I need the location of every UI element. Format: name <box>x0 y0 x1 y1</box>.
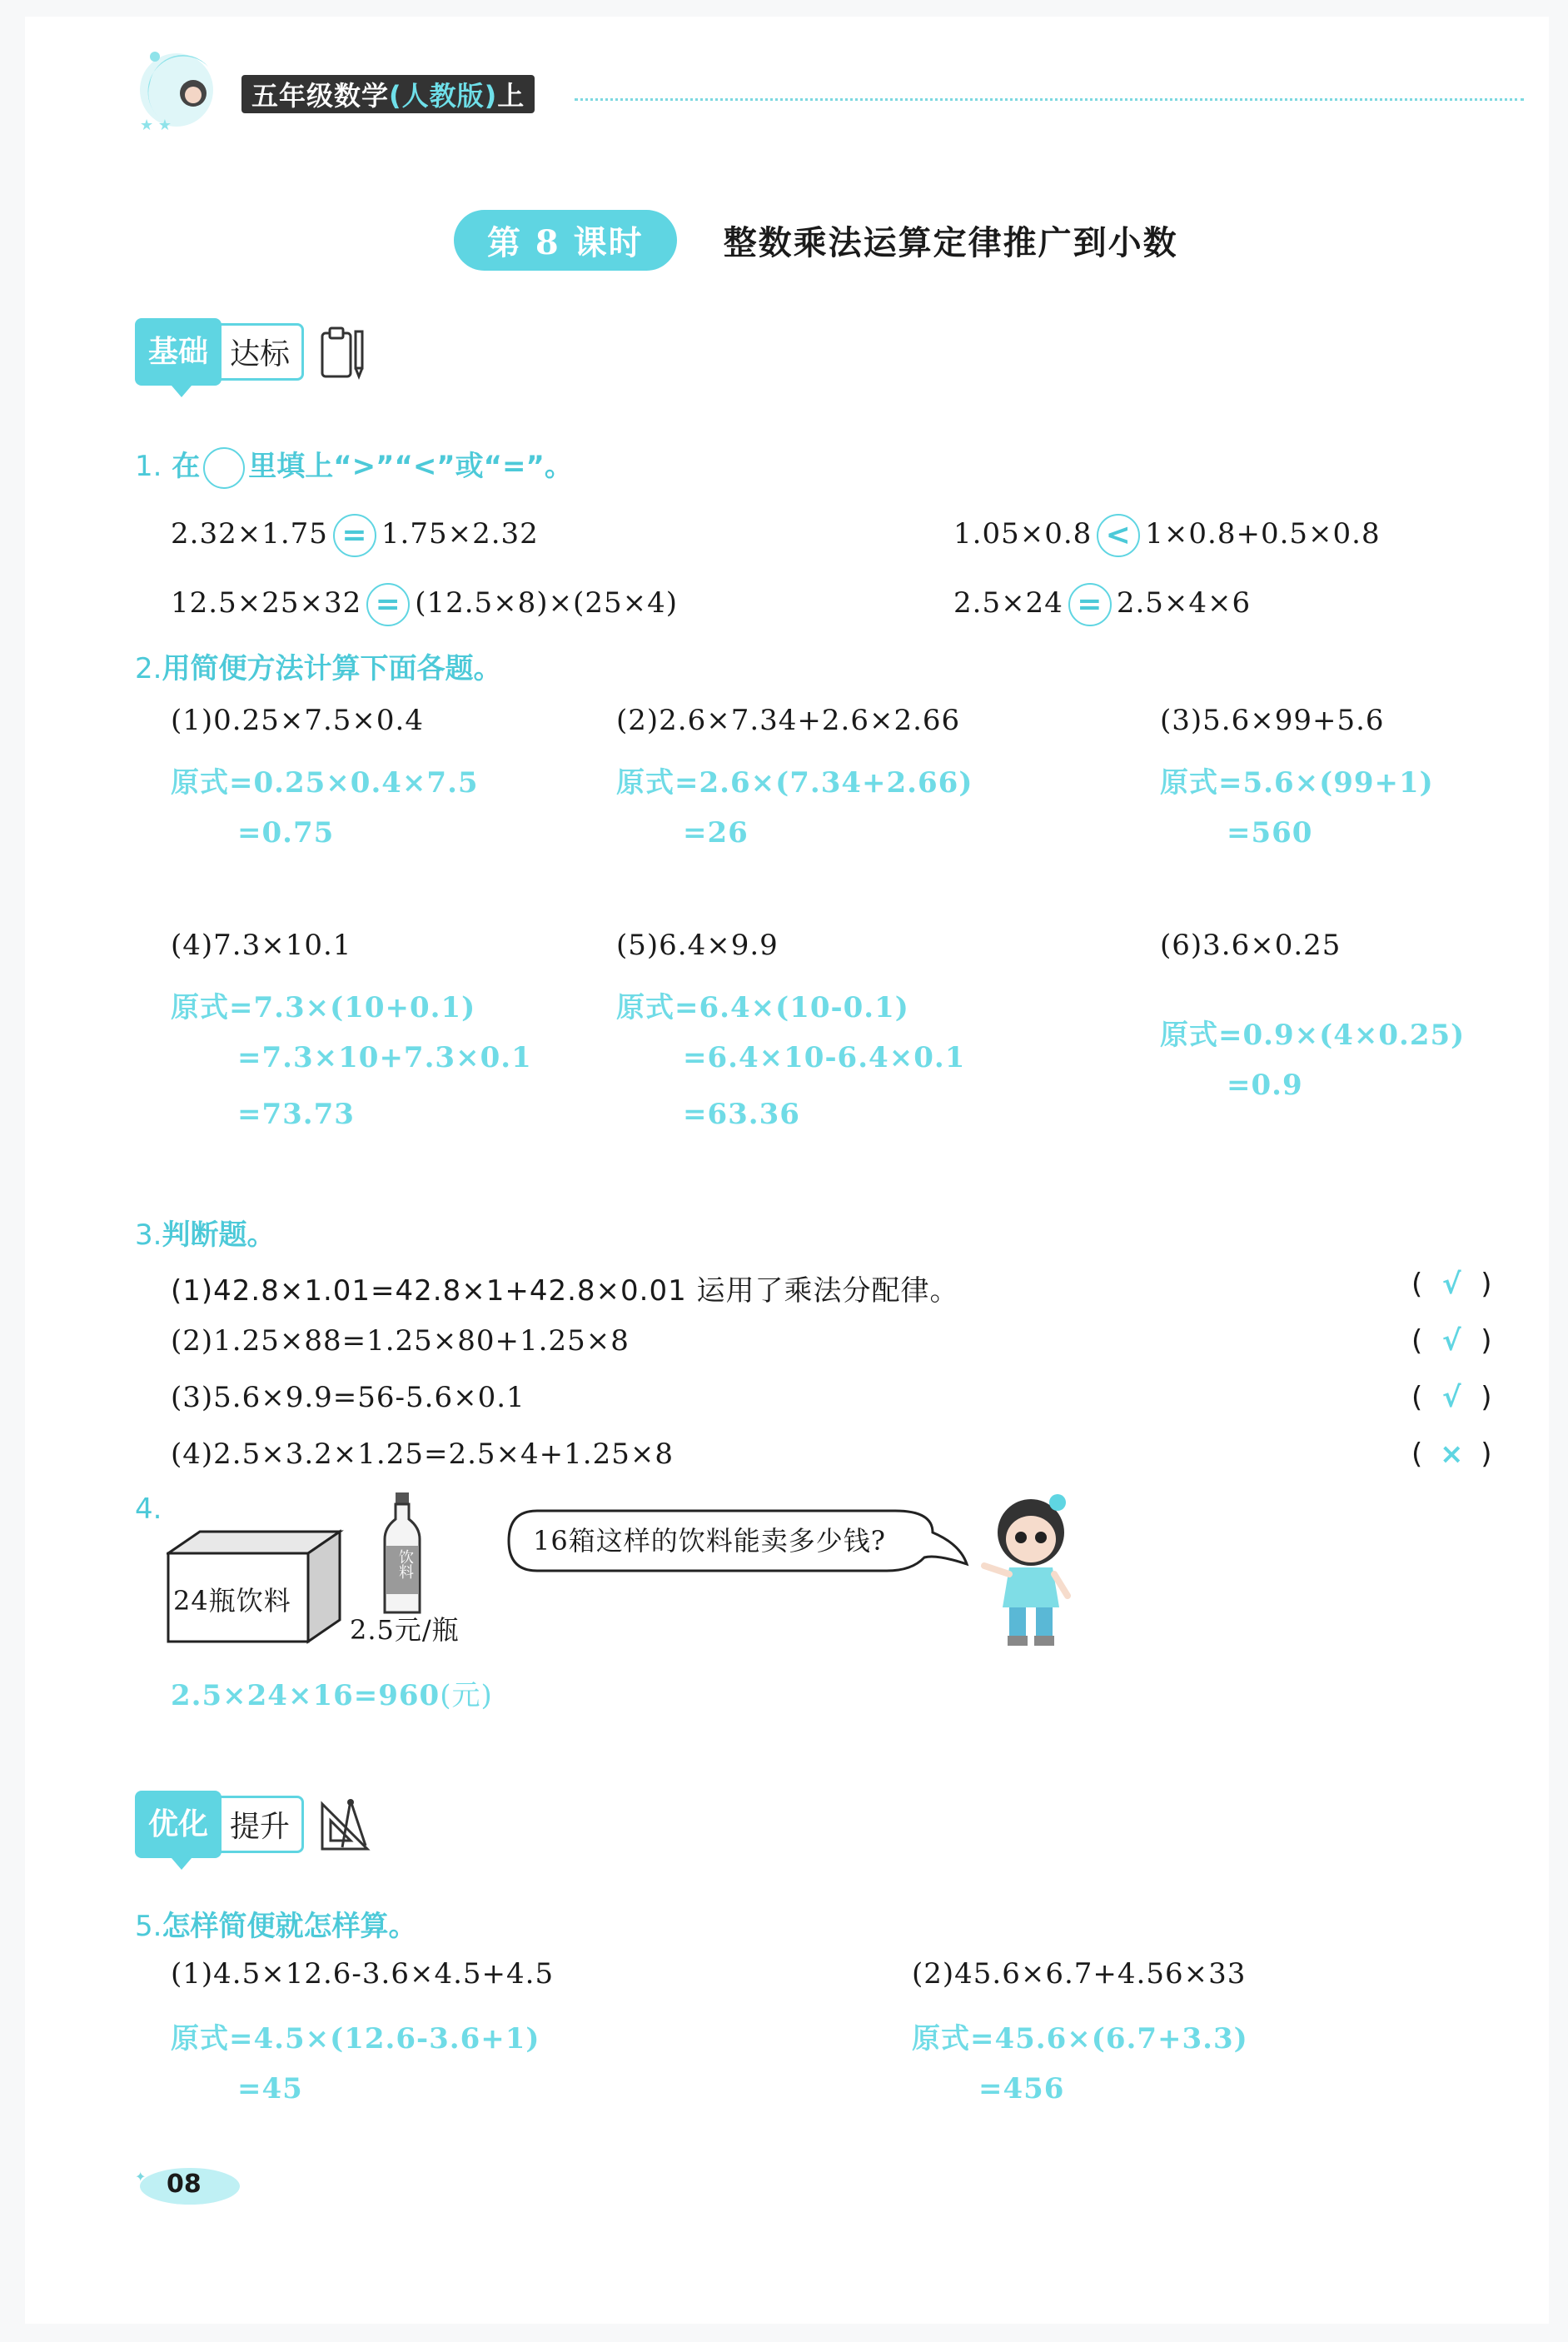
paren-open: ( <box>1411 1438 1423 1471</box>
section-badge-main: 优化 <box>135 1791 222 1858</box>
solution-step: 原式=5.6×(99+1) <box>1160 766 1434 800</box>
lesson-name: 整数乘法运算定律推广到小数 <box>723 224 1178 262</box>
lesson-tag: 第 8 课时 <box>454 210 677 271</box>
check-mark: √ <box>1441 1381 1461 1414</box>
compare-left: 1.05×0.8 <box>953 517 1093 551</box>
svg-text:★ ★: ★ ★ <box>140 117 172 134</box>
solution-step: =0.75 <box>237 816 335 850</box>
solution-step: 原式=45.6×(6.7+3.3) <box>912 2022 1248 2055</box>
compare-item <box>171 514 539 557</box>
speech-text: 16箱这样的饮料能卖多少钱? <box>533 1525 886 1557</box>
question-text-after: 里填上“>”“<”或“=”。 <box>248 450 573 483</box>
solution-step: =45 <box>237 2072 303 2105</box>
moon-girl-logo-icon <box>125 33 241 142</box>
empty-circle-icon <box>203 447 245 489</box>
solution-step: =6.4×10-6.4×0.1 <box>683 1041 966 1074</box>
judgement-answer <box>1411 1438 1492 1471</box>
solution-step: 原式=0.9×(4×0.25) <box>1160 1019 1466 1052</box>
question-text: 怎样简便就怎样算。 <box>162 1910 417 1943</box>
question-2-heading <box>135 645 501 686</box>
judgement-answer <box>1411 1268 1492 1301</box>
problem: (5)6.4×9.9 <box>616 929 779 962</box>
paren-close: ) <box>1481 1324 1492 1358</box>
solution-step: 原式=4.5×(12.6-3.6+1) <box>171 2022 540 2055</box>
bottle-label: 饮料 <box>396 1549 414 1579</box>
paren-close: ) <box>1481 1268 1492 1301</box>
girl-character-icon <box>974 1491 1091 1649</box>
paren-open: ( <box>1411 1268 1423 1301</box>
section-badge-advanced <box>135 1791 374 1858</box>
paren-open: ( <box>1411 1381 1423 1414</box>
problem: (4)7.3×10.1 <box>171 929 352 962</box>
question-4-heading <box>135 1492 162 1526</box>
judgement-item: (1)42.8×1.01=42.8×1+42.8×0.01 运用了乘法分配律。 <box>171 1274 959 1308</box>
solution-step: 原式=7.3×(10+0.1) <box>171 991 476 1024</box>
solution-step: =0.9 <box>1227 1069 1303 1102</box>
judgement-answer <box>1411 1381 1492 1414</box>
header-dotted-rule <box>575 98 1524 101</box>
compare-answer: = <box>366 583 410 626</box>
answer-unit: (元) <box>440 1679 493 1712</box>
section-badge-main: 基础 <box>135 318 222 386</box>
question-number: 4. <box>135 1492 162 1526</box>
paren-close: ) <box>1481 1381 1492 1414</box>
problem: (2)45.6×6.7+4.56×33 <box>912 1957 1247 1991</box>
page-number: 08 <box>167 2170 202 2199</box>
paren-open: ( <box>1411 1324 1423 1358</box>
problem: (1)4.5×12.6-3.6×4.5+4.5 <box>171 1957 555 1991</box>
solution-step: =560 <box>1227 816 1313 850</box>
question-1-heading <box>135 443 573 489</box>
section-badge-sub: 提升 <box>218 1796 304 1853</box>
check-mark: √ <box>1441 1268 1461 1301</box>
compare-right: 2.5×4×6 <box>1116 586 1252 620</box>
check-mark: √ <box>1441 1324 1461 1358</box>
solution-step <box>171 1672 493 1713</box>
question-text: 用简便方法计算下面各题。 <box>162 652 502 685</box>
problem: (3)5.6×99+5.6 <box>1160 704 1385 737</box>
section-badge-basic <box>135 318 366 386</box>
compare-left: 12.5×25×32 <box>171 586 362 620</box>
ruler-compass-icon <box>319 1796 374 1854</box>
lesson-title <box>454 210 1178 271</box>
compare-right: 1.75×2.32 <box>381 517 539 551</box>
compare-right: (12.5×8)×(25×4) <box>415 586 678 620</box>
solution-step: =26 <box>683 816 749 850</box>
compare-right: 1×0.8+0.5×0.8 <box>1145 517 1381 551</box>
solution-step: 原式=6.4×(10-0.1) <box>616 991 909 1024</box>
book-title-suffix: 上 <box>497 80 525 112</box>
judgement-item: (3)5.6×9.9=56-5.6×0.1 <box>171 1381 525 1414</box>
book-title <box>241 75 535 113</box>
question-5-heading <box>135 1903 416 1944</box>
compare-item <box>953 583 1251 626</box>
paren-close: ) <box>1481 1438 1492 1471</box>
solution-step: =7.3×10+7.3×0.1 <box>237 1041 532 1074</box>
question-3-heading <box>135 1212 275 1253</box>
solution-step: =456 <box>978 2072 1065 2105</box>
price-label: 2.5元/瓶 <box>350 1614 460 1646</box>
box-label: 24瓶饮料 <box>173 1585 291 1617</box>
solution-step: =73.73 <box>237 1098 355 1131</box>
book-title-edition: (人教版) <box>389 80 498 112</box>
problem: (2)2.6×7.34+2.6×2.66 <box>616 704 961 737</box>
answer-expression: 2.5×24×16=960 <box>171 1679 441 1712</box>
solution-step: 原式=0.25×0.4×7.5 <box>171 766 479 800</box>
svg-text:✦: ✦ <box>135 2169 147 2185</box>
section-badge-sub: 达标 <box>218 323 304 381</box>
problem: (1)0.25×7.5×0.4 <box>171 704 424 737</box>
compare-answer: < <box>1097 514 1140 557</box>
compare-item <box>953 514 1381 557</box>
compare-left: 2.32×1.75 <box>171 517 328 551</box>
compare-item <box>171 583 678 626</box>
clipboard-pencil-icon <box>319 323 366 381</box>
compare-answer: = <box>1068 583 1112 626</box>
question-number: 1. <box>135 450 162 483</box>
judgement-item: (2)1.25×88=1.25×80+1.25×8 <box>171 1324 630 1358</box>
question-number: 5. <box>135 1910 162 1943</box>
judgement-item: (4)2.5×3.2×1.25=2.5×4+1.25×8 <box>171 1438 674 1471</box>
question-text-before: 在 <box>172 450 201 483</box>
solution-step: =63.36 <box>683 1098 800 1131</box>
question-number: 2. <box>135 652 162 685</box>
problem: (6)3.6×0.25 <box>1160 929 1342 962</box>
book-title-prefix: 五年级数学 <box>251 80 390 112</box>
compare-answer: = <box>333 514 376 557</box>
compare-left: 2.5×24 <box>953 586 1063 620</box>
judgement-answer <box>1411 1324 1492 1358</box>
question-number: 3. <box>135 1218 162 1252</box>
solution-step: 原式=2.6×(7.34+2.66) <box>616 766 973 800</box>
question-text: 判断题。 <box>162 1218 276 1252</box>
cross-mark: × <box>1440 1438 1464 1471</box>
